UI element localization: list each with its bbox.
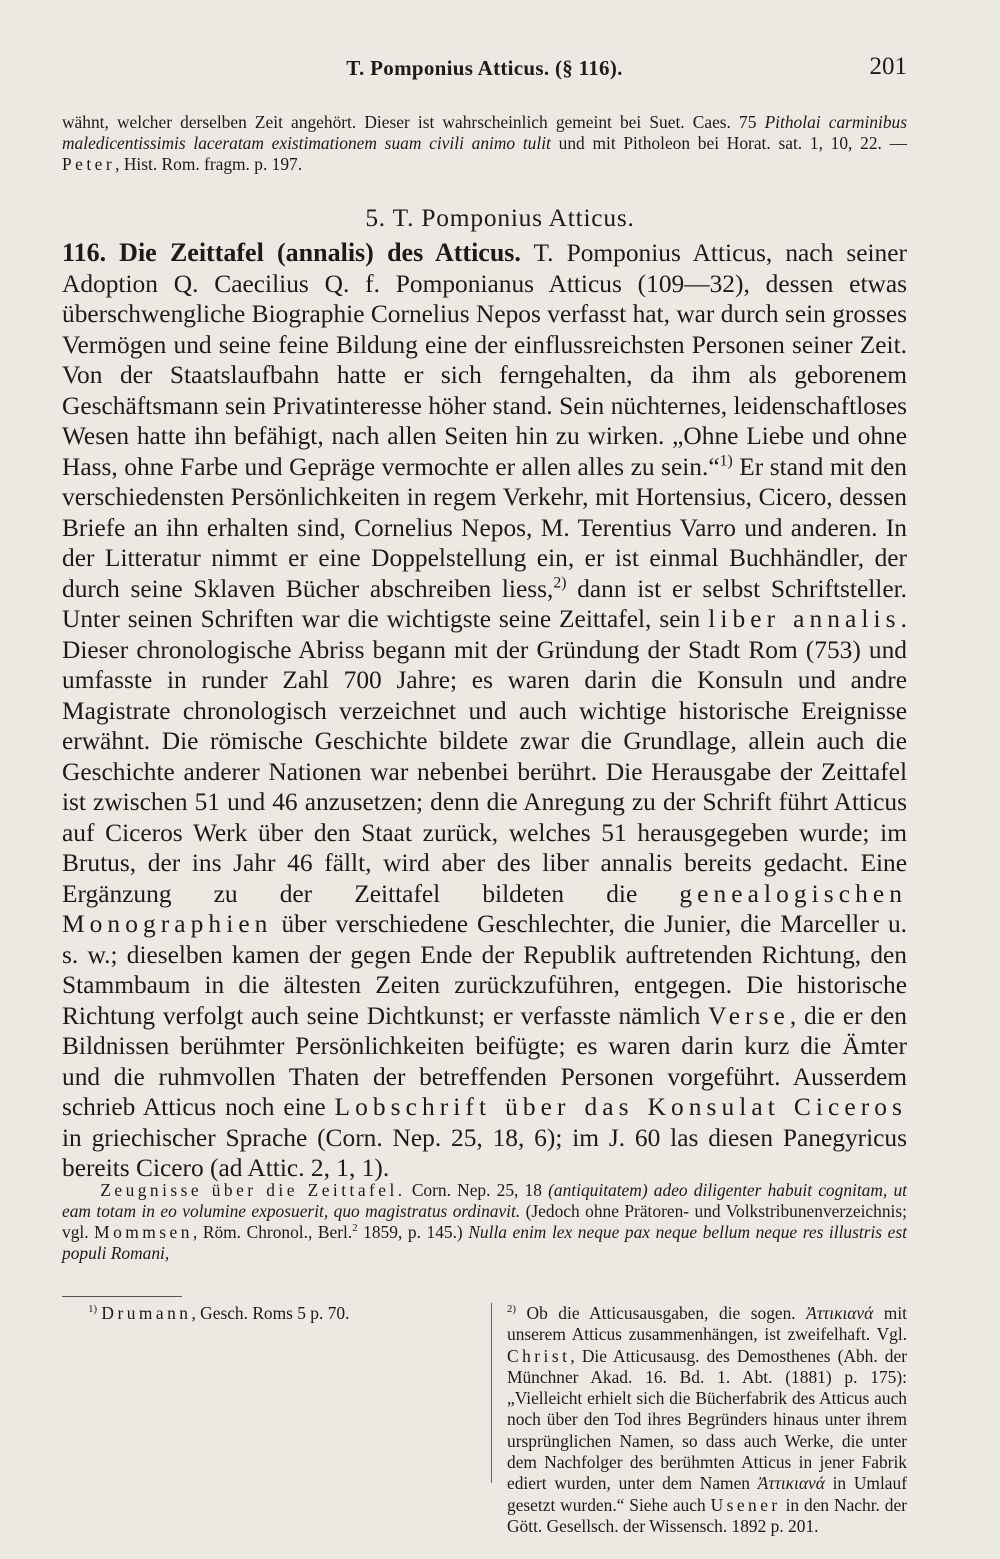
spaced-term: Lobschrift über das Konsulat Ciceros	[334, 1093, 907, 1121]
main-paragraph	[62, 238, 907, 1184]
footnote-1	[62, 1303, 477, 1324]
body-text: . Dieser chronologische Abriss begann mit der Gründung der Stadt Rom (753) und umfasste in runder Zahl 700 Jahre; es waren darin die Konsuln und andre Magistrate chronologisch verzeichnet und auch wichtige historische Ereignisse erwähnt. Die römische Geschichte bildete zwar die Grundlage, allein auch die Geschichte anderer Nationen war nebenbei berührt. Die Herausgabe der Zeittafel ist zwischen 51 und 46 anzusetzen; denn die Anregung zu der Schrift führt Atticus auf Ciceros Werk über den Staat zurück, welches 51 herausgegeben wurde; im Brutus, der ins Jahr 46 fällt, wird aber des liber annalis bereits gedacht. Eine Ergänzung zu der Zeittafel bildeten die	[62, 605, 907, 908]
greek-term: Ἀττικιανά	[806, 1303, 874, 1323]
testimonia-text: Corn. Nep. 25, 18	[405, 1180, 549, 1200]
footnote-2-continued	[507, 1303, 907, 1537]
footnote-mark: 2)	[507, 1303, 516, 1316]
latin-quote: (antiquitatem) adeo diligenter habuit cognitam, ut eam totam in eo volumine exposuerit, quo magistratus ordinavit.	[62, 1180, 907, 1221]
footnote-text: in Umlauf gesetzt wurden.“ Siehe auch	[507, 1473, 907, 1515]
footnote-rule	[62, 1296, 182, 1297]
footnote-text: mit unserem Atticus zusammenhängen, ist zweifelhaft. Vgl.	[507, 1303, 907, 1345]
author-name: Usener	[710, 1494, 781, 1515]
body-text: T. Pomponius Atticus, nach seiner Adoption Q. Caecilius Q. f. Pomponianus Atticus (109—32), dessen etwas überschwengliche Biographie Cornelius Nepos verfasst hat, war durch sein grosses Vermögen und seine feine Bildung eine der einflussreichsten Personen seiner Zeit. Von der Staatslaufbahn hatte er sich ferngehalten, da ihm als geborenem Geschäftsmann sein Privatinteresse höher stand. Sein nüchternes, leidenschaftloses Wesen hatte ihn befähigt, nach allen Seiten hin zu wirken. „Ohne Liebe und ohne Hass, ohne Farbe und Gepräge vermochte er allen alles zu sein.“	[62, 239, 907, 481]
spaced-term: liber annalis	[708, 605, 901, 633]
page-header	[62, 53, 907, 88]
note-text: , Hist. Rom. fragm. p. 197.	[115, 154, 303, 174]
spaced-term: Verse	[708, 1001, 790, 1030]
section-heading: 5. T. Pomponius Atticus.	[365, 204, 635, 232]
testimonia-text: , Röm. Chronol., Berl.	[192, 1222, 353, 1242]
footnotes-left-column	[62, 1303, 477, 1324]
footnote-text: Ob die Atticusausgaben, die sogen.	[515, 1303, 807, 1323]
body-text: Er stand mit den verschiedensten Persönlichkeiten in regem Verkehr, mit Hortensius, Cicero, dessen Briefe an ihn erhalten sind, Cornelius Nepos, M. Terentius Varro und anderen. In der Litteratur nimmt er eine Doppelstellung ein, er ist einmal Buchhändler, der durch seine Sklaven Bücher abschreiben liess,	[62, 452, 907, 603]
column-divider	[491, 1303, 492, 1483]
latin-quote: Pitholai carminibus maledicentissimis laceratam existimationem suam civili animo tulit	[62, 112, 907, 153]
spaced-term: genealogischen Monographien	[62, 879, 907, 938]
footnote-text: in den Nachr. der Gött. Gesellsch. der Wissensch. 1892 p. 201.	[507, 1494, 907, 1536]
footnote-ref: 1)	[719, 452, 733, 470]
paragraph-title: Die Zeittafel (annalis) des Atticus.	[119, 238, 521, 267]
author-name: Drumann	[101, 1303, 192, 1323]
footnote-mark: 1)	[88, 1303, 98, 1316]
body-text: , die er den Bildnissen berühmter Persönlichkeiten beifügte; es waren darin kurz die Ämter und die ruhmvollen Thaten der betreffenden Personen vorgeführt. Ausserdem schrieb Atticus noch eine	[62, 1001, 907, 1121]
footnote-ref: 2)	[553, 574, 567, 592]
footnotes-right-column	[507, 1303, 907, 1537]
testimonia-text: 1859, p. 145.)	[357, 1222, 469, 1242]
latin-quote: Nulla enim lex neque pax neque bellum neque res illustris est populi Romani,	[62, 1222, 907, 1263]
paragraph-number: 116.	[62, 238, 107, 267]
note-text: wähnt, welcher derselben Zeit angehört. Dieser ist wahrscheinlich gemeint bei Suet. Caes. 75	[62, 112, 765, 132]
author-name: Christ	[507, 1345, 571, 1366]
page-number: 201	[869, 53, 907, 80]
testimonia-text: (Jedoch ohne Prätoren- und Volkstribunenverzeichnis; vgl.	[62, 1201, 907, 1242]
body-text: in griechischer Sprache (Corn. Nep. 25, 18, 6); im J. 60 las diesen Panegyricus bereits Cicero (ad Attic. 2, 1, 1).	[62, 1123, 907, 1182]
continued-footnote	[62, 112, 907, 175]
note-text: und mit Pitholeon bei Horat. sat. 1, 10, 22. —	[550, 133, 908, 153]
author-name: Mommsen	[94, 1222, 193, 1242]
edition-superscript: 2	[352, 1222, 358, 1235]
footnote-text: , Gesch. Roms 5 p. 70.	[191, 1303, 350, 1323]
footnote-text: , Die Atticusausg. des Demosthenes (Abh. der Münchner Akad. 16. Bd. 1. Abt. (1881) p. 175): „Vielleicht erhielt sich die Bücherfabrik des Atticus auch noch über den Tod ihres Begründers hinaus unter ihrem ursprünglichen Namen, so dass auch Werke, die unter dem Nachfolger des berühmten Atticus in jener Fabrik ediert wurden, unter dem Namen	[507, 1345, 907, 1494]
testimonia-block	[62, 1180, 907, 1264]
running-title: T. Pomponius Atticus. (§ 116).	[346, 56, 623, 80]
greek-term: Ἀττικιανά	[757, 1473, 825, 1494]
body-text: dann ist er selbst Schriftsteller. Unter seinen Schriften war die wichtigste seine Zeittafel, sein	[62, 574, 908, 633]
testimonia-label: Zeugnisse über die Zeittafel.	[100, 1180, 406, 1200]
author-name: Peter	[62, 154, 116, 174]
body-text: über verschiedene Geschlechter, die Junier, die Marceller u. s. w.; dieselben kamen der gegen Ende der Republik auftretenden Richtung, den Stammbaum in die ältesten Zeiten zurückzuführen, entgegen. Die historische Richtung verfolgt auch seine Dichtkunst; er verfasste nämlich	[62, 910, 907, 1030]
